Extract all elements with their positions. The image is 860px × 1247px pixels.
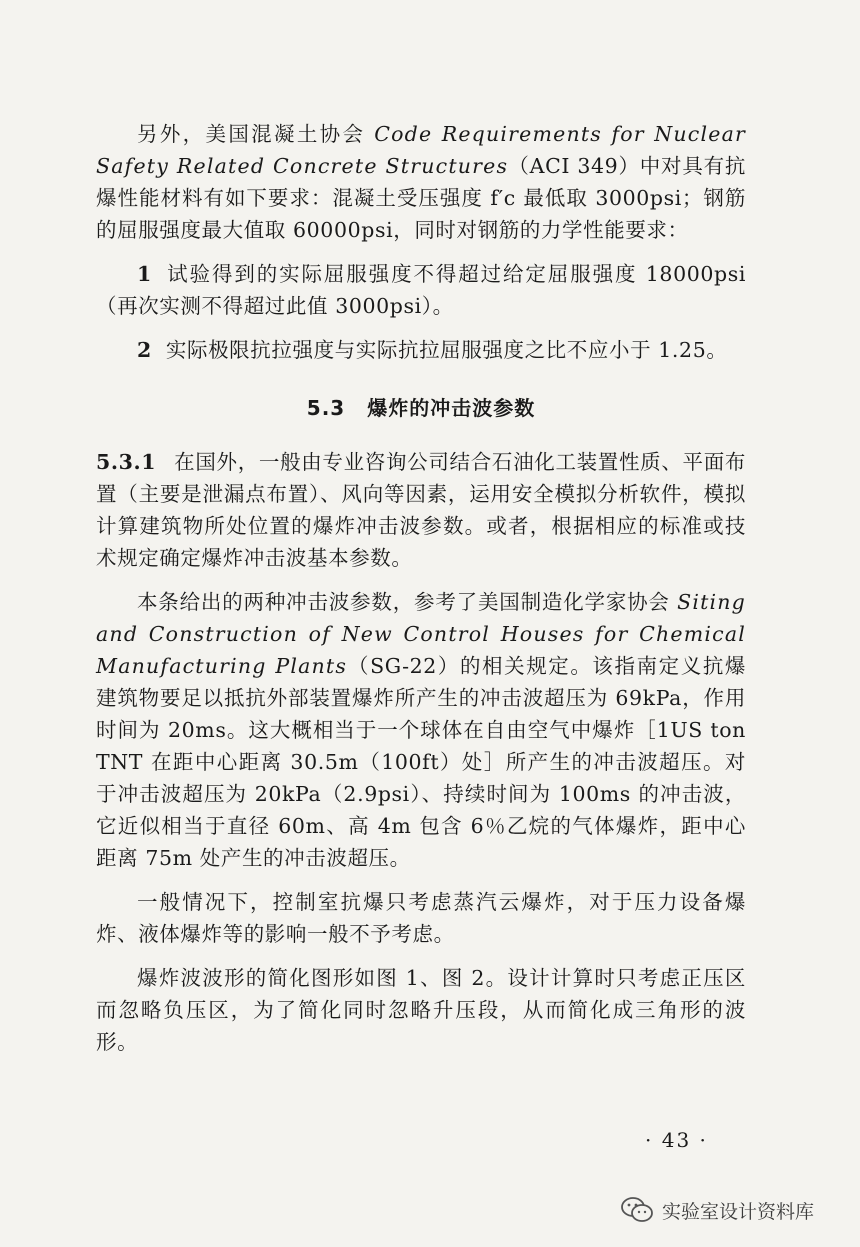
watermark-text: 实验室设计资料库	[662, 1200, 815, 1223]
text-run: 爆炸波波形的简化图形如图 1、图 2。设计计算时只考虑正压区而忽略负压区，为了简化同时忽略升压段，从而简化成三角形的波形。	[96, 966, 746, 1054]
text-run: 本条给出的两种冲击波参数，参考了美国制造化学家协会	[137, 590, 678, 614]
text-run: 另外，美国混凝土协会	[137, 122, 375, 146]
item-number: 2	[137, 338, 152, 362]
section-title: 爆炸的冲击波参数	[367, 396, 536, 420]
text-run: （ACI 349）中对具有抗爆性能材料有如下要求：混凝土受压强度 f′c 最低取 3000psi；钢筋的屈服强度最大值取 60000psi，同时对钢筋的力学性能要求：	[96, 154, 746, 242]
section-heading	[96, 392, 746, 424]
page-number: · 43 ·	[645, 1128, 708, 1152]
item-text: 实际极限抗拉强度与实际抗拉屈服强度之比不应小于 1.25。	[165, 338, 728, 362]
english-title: Code Requirements for Nuclear Safety Related Concrete Structures	[96, 122, 746, 178]
clause-paragraph	[96, 446, 746, 574]
clause-text: 在国外，一般由专业咨询公司结合石油化工装置性质、平面布置（主要是泄漏点布置）、风向等因素，运用安全模拟分析软件，模拟计算建筑物所处位置的爆炸冲击波参数。或者，根据相应的标准或技术规定确定爆炸冲击波基本参数。	[96, 450, 746, 570]
body-paragraph	[96, 586, 746, 874]
english-title: Siting and Construction of New Control Houses for Chemical Manufacturing Plants	[96, 590, 746, 678]
item-text: 试验得到的实际屈服强度不得超过给定屈服强度 18000psi（再次实测不得超过此值 3000psi）。	[96, 262, 746, 318]
list-item	[96, 334, 746, 366]
watermark	[620, 1196, 814, 1224]
body-paragraph	[96, 962, 746, 1058]
list-item	[96, 258, 746, 322]
text-run: （SG-22）的相关规定。该指南定义抗爆建筑物要足以抵抗外部装置爆炸所产生的冲击波超压为 69kPa，作用时间为 20ms。这大概相当于一个球体在自由空气中爆炸［1US ton TNT 在距中心距离 30.5m（100ft）处］所产生的冲击波超压。对于冲击波超压为 20kPa（2.9psi）、持续时间为 100ms 的冲击波，它近似相当于直径 60m、高 4m 包含 6％乙烷的气体爆炸，距中心距离 75m 处产生的冲击波超压。	[96, 654, 746, 870]
section-number: 5.3	[306, 396, 346, 420]
clause-number: 5.3.1	[96, 450, 157, 474]
body-paragraph	[96, 886, 746, 950]
page-content	[96, 118, 746, 1070]
item-number: 1	[137, 262, 152, 286]
text-run: 一般情况下，控制室抗爆只考虑蒸汽云爆炸，对于压力设备爆炸、液体爆炸等的影响一般不予考虑。	[96, 890, 746, 946]
wechat-icon	[620, 1196, 654, 1224]
intro-paragraph	[96, 118, 746, 246]
